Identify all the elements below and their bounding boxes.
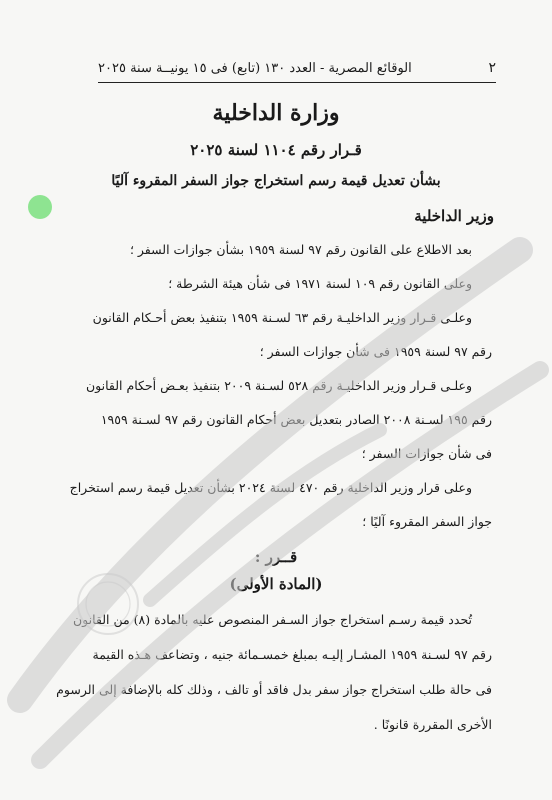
article-line: فى حالة طلب استخراج جواز سفر بدل فاقد أو تالف ، وذلك كله بالإضافة إلى الرسوم [56,682,492,697]
article-title: (المادة الأولى) [229,575,323,593]
minister-heading: وزير الداخلية [414,207,494,225]
decree-subject: بشأن تعديل قيمة رسم استخراج جواز السفر المقروء آليًا [111,173,441,189]
article-line: تُحدد قيمة رسـم استخراج جواز السـفر المنصوص عليه بالمادة (٨) من القانون [72,612,472,627]
article-line: رقم ٩٧ لسـنة ١٩٥٩ المشـار إليـه بمبلغ خمسـمائة جنيه ، وتضاعف هـذه القيمة [92,647,492,662]
preamble-line: بعد الاطلاع على القانون رقم ٩٧ لسنة ١٩٥٩ بشأن جوازات السفر ؛ [129,242,472,257]
preamble-line: فى شأن جوازات السفر ؛ [361,446,492,461]
article-line: الأخرى المقررة قانونًا . [373,717,492,732]
page-header [98,60,496,83]
page-number: ٢ [488,60,496,76]
issue-line: الوقائع المصرية - العدد ١٣٠ (تابع) فى ١٥ يونيــة سنة ٢٠٢٥ [98,60,412,76]
ministry-title: وزارة الداخلية [212,100,340,126]
preamble-line: وعلـى قـرار وزير الداخليـة رقم ٦٣ لسـنة ١٩٥٩ بتنفيذ بعض أحـكام القانون [92,310,472,325]
decree-title: قـرار رقم ١١٠٤ لسنة ٢٠٢٥ [190,141,362,159]
decided-heading: قــرر : [254,548,298,566]
preamble-line: رقم ٩٧ لسنة ١٩٥٩ فى شأن جوازات السفر ؛ [259,344,492,359]
preamble-line: جواز السفر المقروء آليًا ؛ [362,514,492,529]
preamble-line: وعلى قرار وزير الداخلية رقم ٤٧٠ لسنة ٢٠٢٤ بشأن تعديل قيمة رسم استخراج [69,480,472,495]
preamble-line: وعلـى قـرار وزير الداخليـة رقم ٥٢٨ لسـنة ٢٠٠٩ بتنفيذ بعـض أحكام القانون [85,378,472,393]
preamble-line: وعلى القانون رقم ١٠٩ لسنة ١٩٧١ فى شأن هيئة الشرطة ؛ [168,276,472,291]
preamble-line: رقم ١٩٥ لسـنة ٢٠٠٨ الصادر بتعديل بعض أحكام القانون رقم ٩٧ لسـنة ١٩٥٩ [100,412,492,427]
